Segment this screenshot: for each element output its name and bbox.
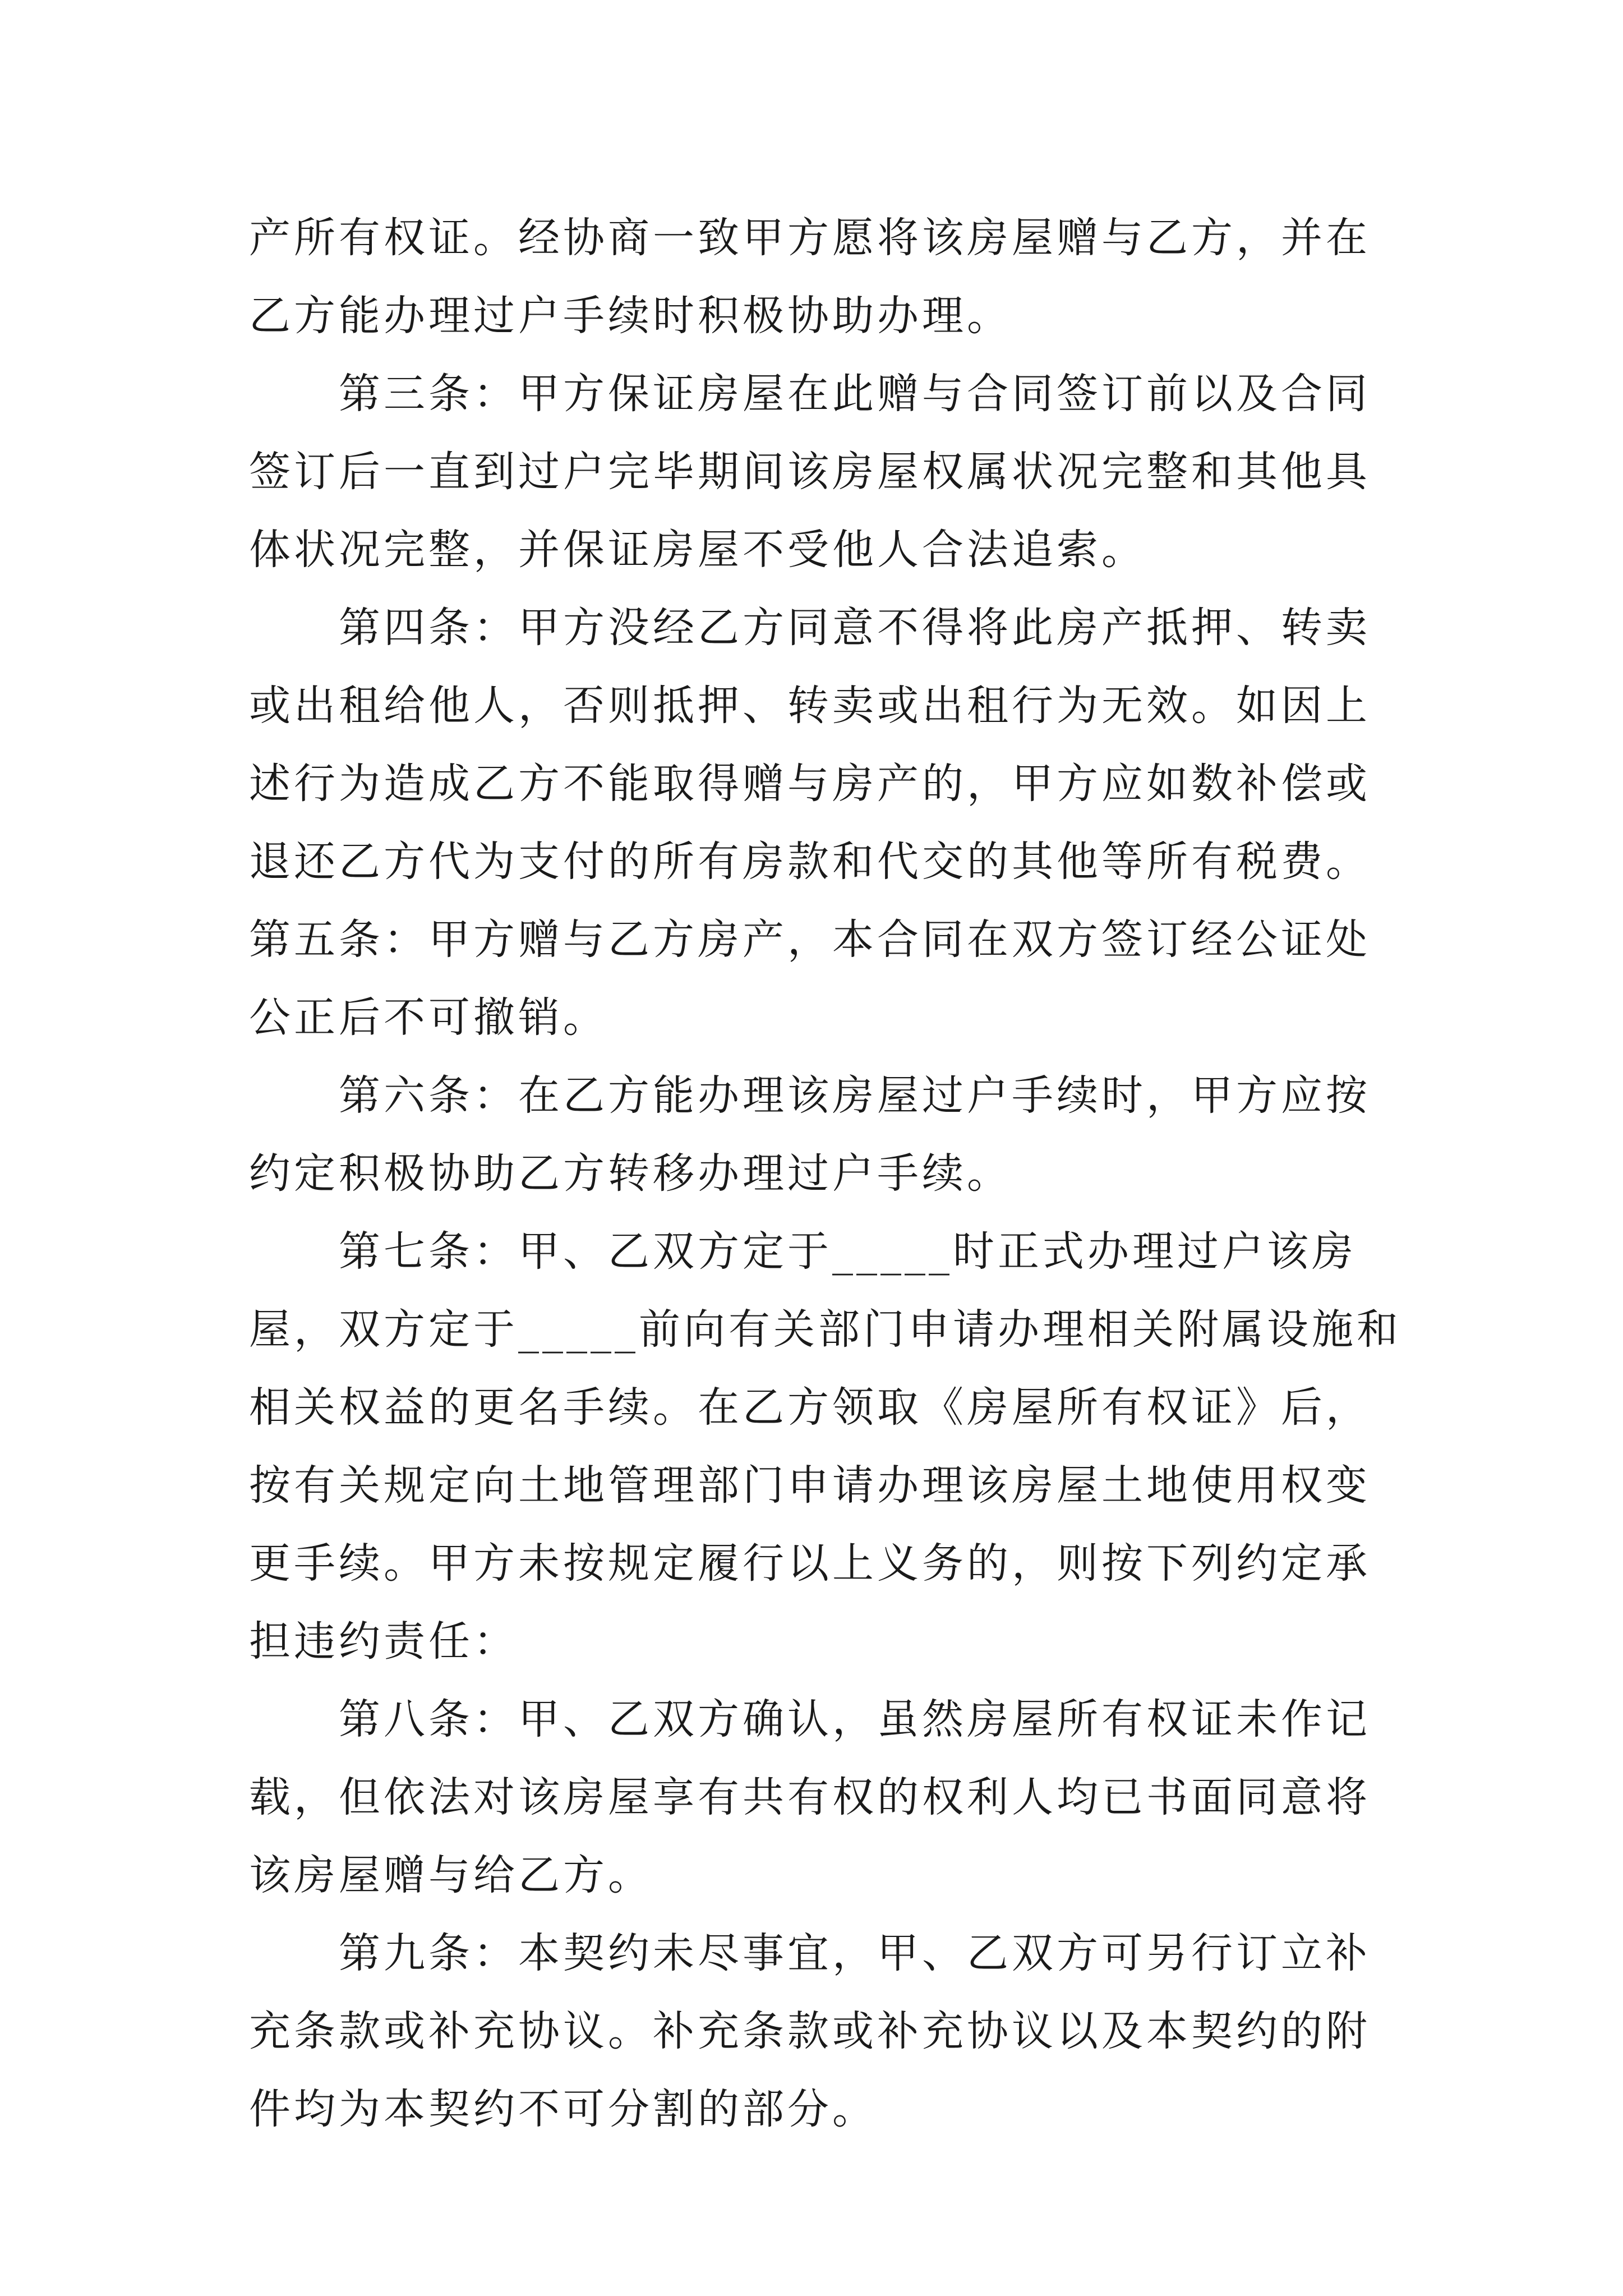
paragraph-article-4-5: 第四条：甲方没经乙方同意不得将此房产抵押、转卖或出租给他人，否则抵押、转卖或出租行为无效。如因上述行为造成乙方不能取得赠与房产的，甲方应如数补偿或退还乙方代为支付的所有房款和代交的其他等所有税费。第五条：甲方赠与乙方房产，本合同在双方签订经公证处公正后不可撤销。	[249, 604, 1371, 1042]
paragraph-article-7: 第七条：甲、乙双方定于_____时正式办理过户该房屋，双方定于_____前向有关部门申请办理相关附属设施和相关权益的更名手续。在乙方领取《房屋所有权证》后，按有关规定向土地管理部门申请办理该房屋土地使用权变更手续。甲方未按规定履行以上义务的，则按下列约定承担违约责任：	[249, 1227, 1401, 1665]
paragraph-article-9: 第九条：本契约未尽事宜，甲、乙双方可另行订立补充条款或补充协议。补充条款或补充协议以及本契约的附件均为本契约不可分割的部分。	[249, 1929, 1371, 2133]
paragraph-article-8: 第八条：甲、乙双方确认，虽然房屋所有权证未作记载，但依法对该房屋享有共有权的权利人均已书面同意将该房屋赠与给乙方。	[249, 1695, 1371, 1899]
paragraph-ownership-transfer: 产所有权证。经协商一致甲方愿将该房屋赠与乙方，并在乙方能办理过户手续时积极协助办理。	[249, 214, 1371, 340]
paragraph-article-6: 第六条：在乙方能办理该房屋过户手续时，甲方应按约定积极协助乙方转移办理过户手续。	[249, 1071, 1371, 1198]
paragraph-article-3: 第三条：甲方保证房屋在此赠与合同签订前以及合同签订后一直到过户完毕期间该房屋权属状况完整和其他具体状况完整，并保证房屋不受他人合法追索。	[249, 370, 1371, 574]
document-body	[249, 199, 1404, 2148]
